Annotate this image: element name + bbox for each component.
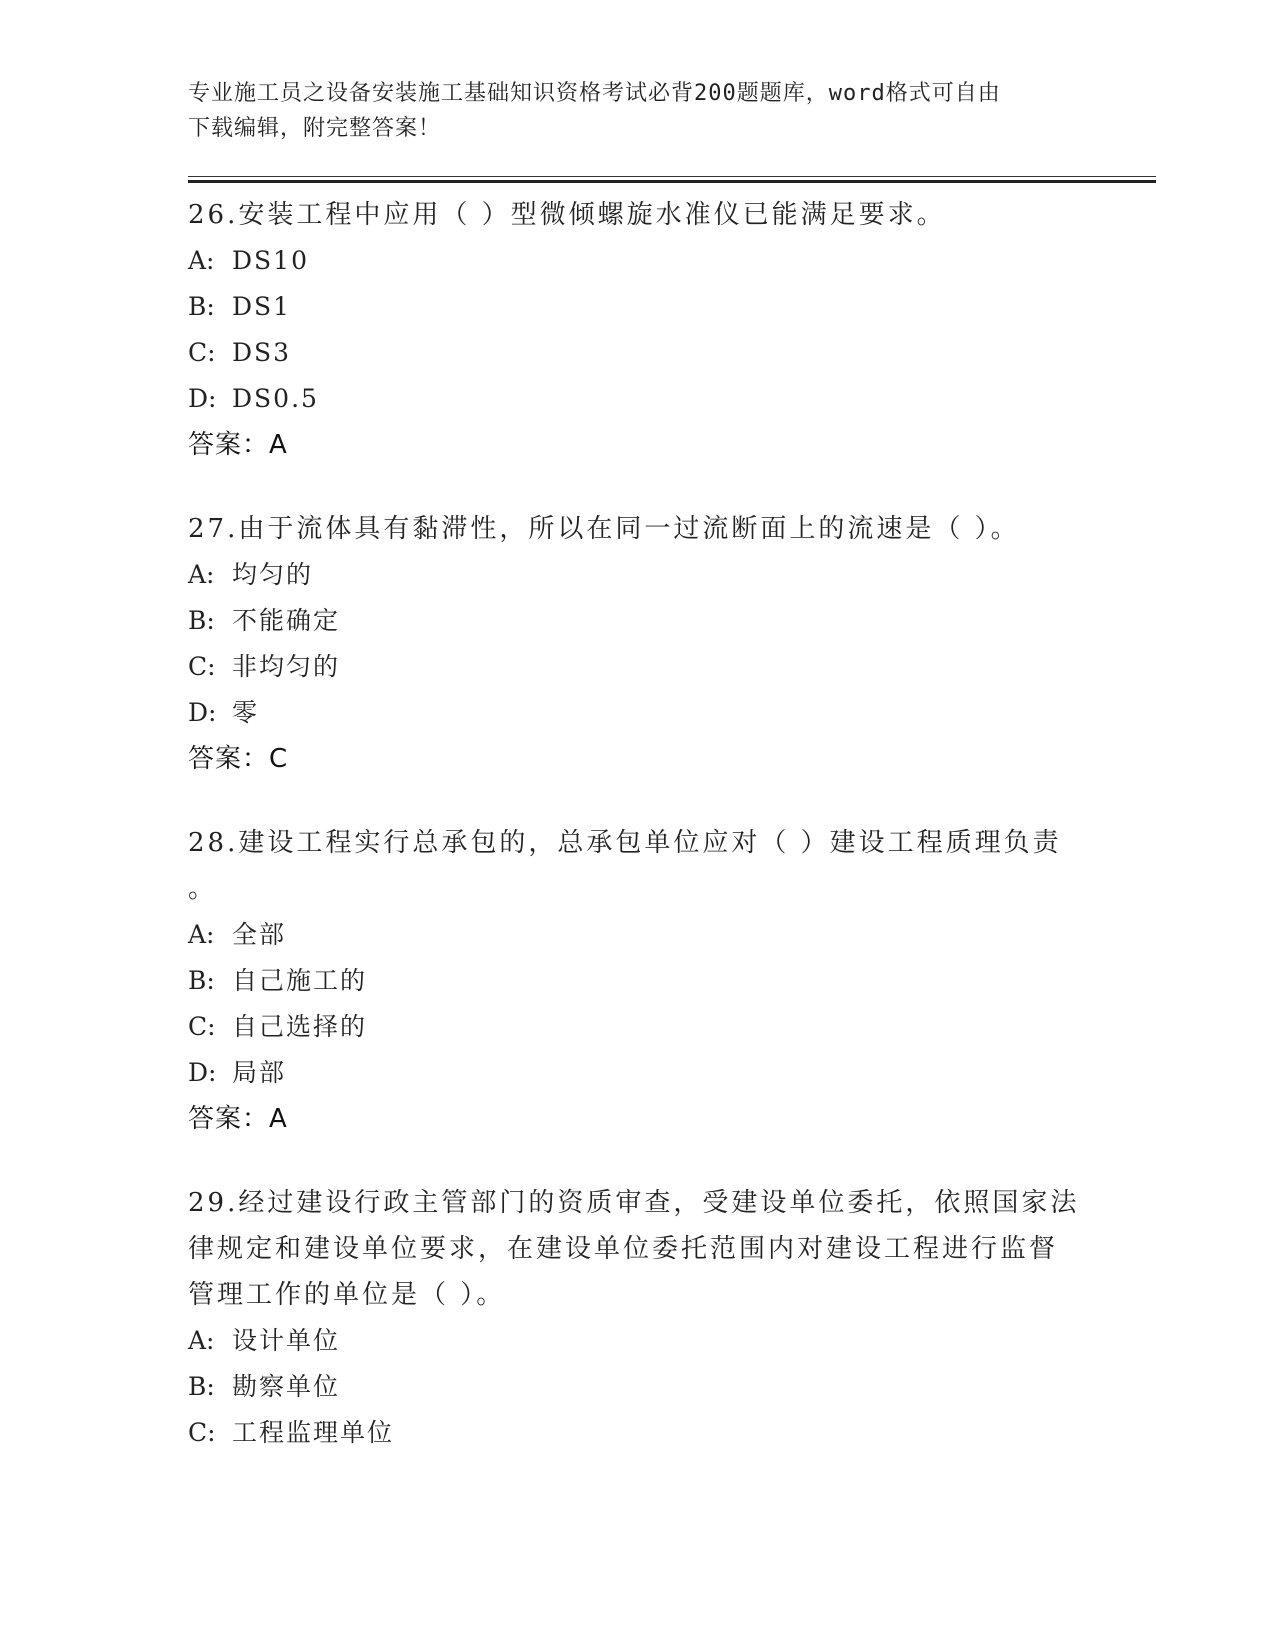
option-label: A: <box>188 1326 215 1355</box>
question-stem-continued: 律规定和建设单位要求，在建设单位委托范围内对建设工程进行监督 <box>188 1234 1059 1264</box>
option-label: B: <box>188 1372 215 1401</box>
header-divider-thin <box>188 176 1156 177</box>
answer: 答案：C <box>188 744 289 774</box>
question-stem: 28.建设工程实行总承包的，总承包单位应对（ ）建设工程质理负责 <box>188 828 1062 858</box>
option-d <box>188 690 1088 736</box>
option-c <box>188 1004 1088 1050</box>
option-a <box>188 1318 1088 1364</box>
question-stem: 26.安装工程中应用（ ）型微倾螺旋水准仪已能满足要求。 <box>188 200 946 230</box>
question-27 <box>188 506 1088 782</box>
option-text: 全部 <box>232 920 287 949</box>
option-d <box>188 1050 1088 1096</box>
option-text: DS1 <box>232 292 292 321</box>
option-text: 自己施工的 <box>232 966 368 995</box>
option-c <box>188 644 1088 690</box>
question-29 <box>188 1180 1088 1456</box>
option-text: DS3 <box>232 338 292 367</box>
option-b <box>188 598 1088 644</box>
option-label: B: <box>188 606 215 635</box>
answer: 答案：A <box>188 1104 288 1134</box>
option-b <box>188 958 1088 1004</box>
option-a <box>188 238 1088 284</box>
question-26 <box>188 192 1088 468</box>
option-b <box>188 284 1088 330</box>
question-stem: 27.由于流体具有黏滞性，所以在同一过流断面上的流速是（ ）。 <box>188 514 1020 544</box>
question-list <box>188 192 1088 1494</box>
option-label: D: <box>188 384 217 413</box>
option-text: 零 <box>232 698 260 727</box>
option-a <box>188 912 1088 958</box>
option-a <box>188 552 1088 598</box>
header-divider-thick <box>188 180 1156 183</box>
option-text: DS0.5 <box>232 384 319 413</box>
option-label: A: <box>188 246 215 275</box>
option-c <box>188 1410 1088 1456</box>
document-header <box>188 76 1088 146</box>
option-text: 勘察单位 <box>232 1372 341 1401</box>
option-text: 自己选择的 <box>232 1012 368 1041</box>
option-text: 局部 <box>232 1058 287 1087</box>
option-b <box>188 1364 1088 1410</box>
question-stem: 29.经过建设行政主管部门的资质审查，受建设单位委托，依照国家法 <box>188 1188 1080 1218</box>
option-label: B: <box>188 966 215 995</box>
option-label: C: <box>188 1418 216 1447</box>
option-label: D: <box>188 1058 217 1087</box>
option-label: C: <box>188 1012 216 1041</box>
option-label: B: <box>188 292 215 321</box>
option-text: 均匀的 <box>232 560 314 589</box>
option-text: 工程监理单位 <box>232 1418 395 1447</box>
option-label: D: <box>188 698 217 727</box>
answer: 答案：A <box>188 430 288 460</box>
option-text: DS10 <box>232 246 309 275</box>
option-text: 设计单位 <box>232 1326 341 1355</box>
question-stem-continued: 。 <box>188 874 218 904</box>
option-text: 非均匀的 <box>232 652 341 681</box>
option-label: C: <box>188 652 216 681</box>
header-line-1: 专业施工员之设备安装施工基础知识资格考试必背200题题库，word格式可自由 <box>188 81 1001 106</box>
option-label: A: <box>188 560 215 589</box>
option-d <box>188 376 1088 422</box>
question-stem-continued: 管理工作的单位是（ ）。 <box>188 1280 506 1310</box>
header-line-2: 下载编辑，附完整答案！ <box>188 116 442 141</box>
question-28 <box>188 820 1088 1142</box>
option-text: 不能确定 <box>232 606 341 635</box>
option-label: C: <box>188 338 216 367</box>
option-c <box>188 330 1088 376</box>
option-label: A: <box>188 920 215 949</box>
